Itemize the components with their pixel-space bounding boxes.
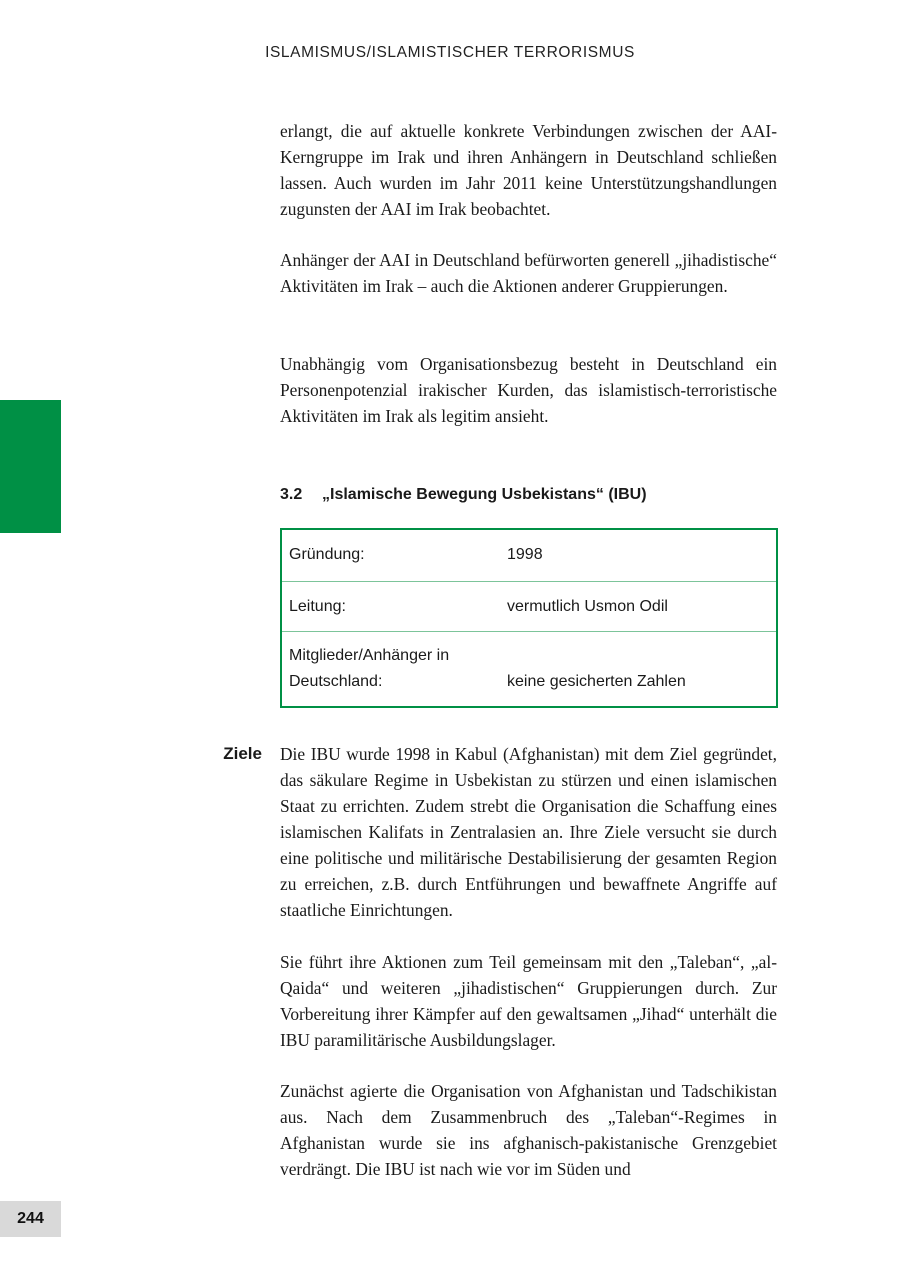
- fact-row-founding: [282, 530, 776, 581]
- body-paragraph: Anhänger der AAI in Deutschland befürworten generell „jihadistische“ Aktivitäten im Irak – auch die Aktionen anderer Gruppierungen.: [280, 250, 777, 296]
- fact-table: [280, 528, 778, 708]
- fact-value: keine gesicherten Zahlen: [507, 673, 686, 690]
- body-paragraph: Zunächst agierte die Organisation von Afghanistan und Tadschikistan aus. Nach dem Zusammenbruch des „Taleban“-Regimes in Afghanistan wurde sie ins afghanisch-pakistanische Grenzgebiet verdrängt. Die IBU ist nach wie vor im Süden und: [280, 1081, 777, 1179]
- section-title: „Islamische Bewegung Usbekistans“ (IBU): [322, 486, 647, 503]
- fact-label: Mitglieder/Anhänger in Deutschland:: [289, 647, 450, 690]
- body-paragraph: erlangt, die auf aktuelle konkrete Verbindungen zwischen der AAI-Kerngruppe im Irak und ihren Anhängern in Deutschland schließen lassen. Auch wurden im Jahr 2011 keine Unterstützungshandlungen zugunsten der AAI im Irak beobachtet.: [280, 121, 777, 219]
- running-head: ISLAMISMUS/ISLAMISTISCHER TERRORISMUS: [265, 44, 635, 61]
- section-number: 3.2: [280, 486, 303, 503]
- section-heading: [280, 483, 777, 507]
- page-number: 244: [0, 1201, 61, 1237]
- body-paragraph: Die IBU wurde 1998 in Kabul (Afghanistan) mit dem Ziel gegründet, das säkulare Regime in Usbekistan zu stürzen und einen islamischen Staat zu errichten. Zudem strebt die Organisation die Schaffung eines islamischen Kalifats in Zentralasien an. Ihre Ziele versucht sie durch eine politische und militärische Destabilisierung der gesamten Region zu erreichen, z.B. durch Entführungen und bewaffnete Angriffe auf staatliche Einrichtungen.: [280, 744, 777, 920]
- fact-row-leadership: [282, 581, 776, 632]
- chapter-color-tab: [0, 400, 61, 533]
- body-paragraph: Unabhängig vom Organisationsbezug besteht in Deutschland ein Personenpotenzial irakischer Kurden, das islamistisch-terroristische Aktivitäten im Irak als legitim ansieht.: [280, 354, 777, 426]
- fact-label: Leitung:: [289, 597, 346, 615]
- fact-row-members: [282, 631, 776, 706]
- fact-value: 1998: [507, 546, 543, 563]
- fact-label: Gründung:: [289, 546, 365, 563]
- body-paragraph: Sie führt ihre Aktionen zum Teil gemeinsam mit den „Taleban“, „al-Qaida“ und weiteren „jihadistischen“ Gruppierungen durch. Zur Vorbereitung ihrer Kämpfer auf den gewaltsamen „Jihad“ unterhält die IBU paramilitärische Ausbildungslager.: [280, 952, 777, 1050]
- margin-keyword: Ziele: [223, 744, 262, 763]
- fact-value: vermutlich Usmon Odil: [507, 597, 668, 615]
